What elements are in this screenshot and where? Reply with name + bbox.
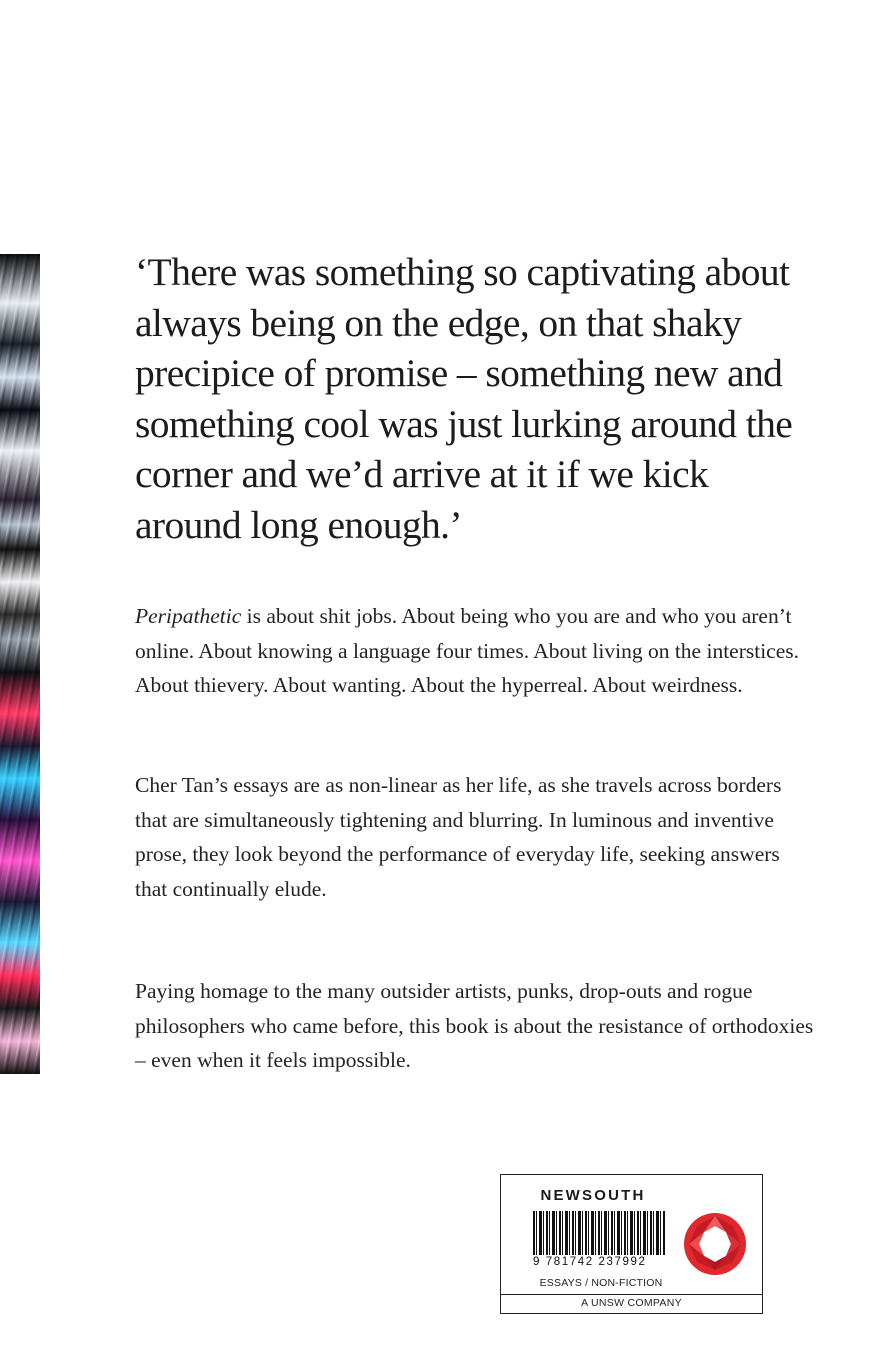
isbn-number: 9 781742 237992	[533, 1256, 647, 1268]
imprint-divider	[501, 1294, 762, 1295]
barcode	[533, 1211, 665, 1273]
book-category: ESSAYS / NON-FICTION	[539, 1277, 663, 1289]
cover-art-strip	[0, 254, 40, 1074]
book-title: Peripathetic	[135, 604, 242, 628]
publisher-imprint-box	[500, 1174, 763, 1314]
blurb-paragraph-3: Paying homage to the many outsider artists, punks, drop-outs and rogue philosophers who came before, this book is about the resistance of orthodoxies – even when it feels impossible.	[135, 979, 814, 1072]
pull-quote: ‘There was something so captivating about always being on the edge, on that shaky precipice of promise – something new and something cool was just lurking around the corner and we’d arrive at it if we kick around long enough.’	[135, 250, 793, 547]
publisher-name: NEWSOUTH	[540, 1187, 646, 1204]
red-geometric-logo-icon	[683, 1212, 747, 1276]
blurb-paragraph-1	[135, 599, 815, 703]
blurb-paragraph-1-text: is about shit jobs. About being who you are and who you aren’t online. About knowing a language four times. About living on the interstices. About thievery. About wanting. About the hyperreal. About weirdness.	[135, 604, 800, 697]
blurb-paragraph-2: Cher Tan’s essays are as non-linear as her life, as she travels across borders that are simultaneously tightening and blurring. In luminous and inventive prose, they look beyond the performance of everyday life, seeking answers that continually elude.	[135, 773, 782, 901]
barcode-bars	[533, 1211, 665, 1255]
company-line: A UNSW COMPANY	[581, 1297, 682, 1309]
